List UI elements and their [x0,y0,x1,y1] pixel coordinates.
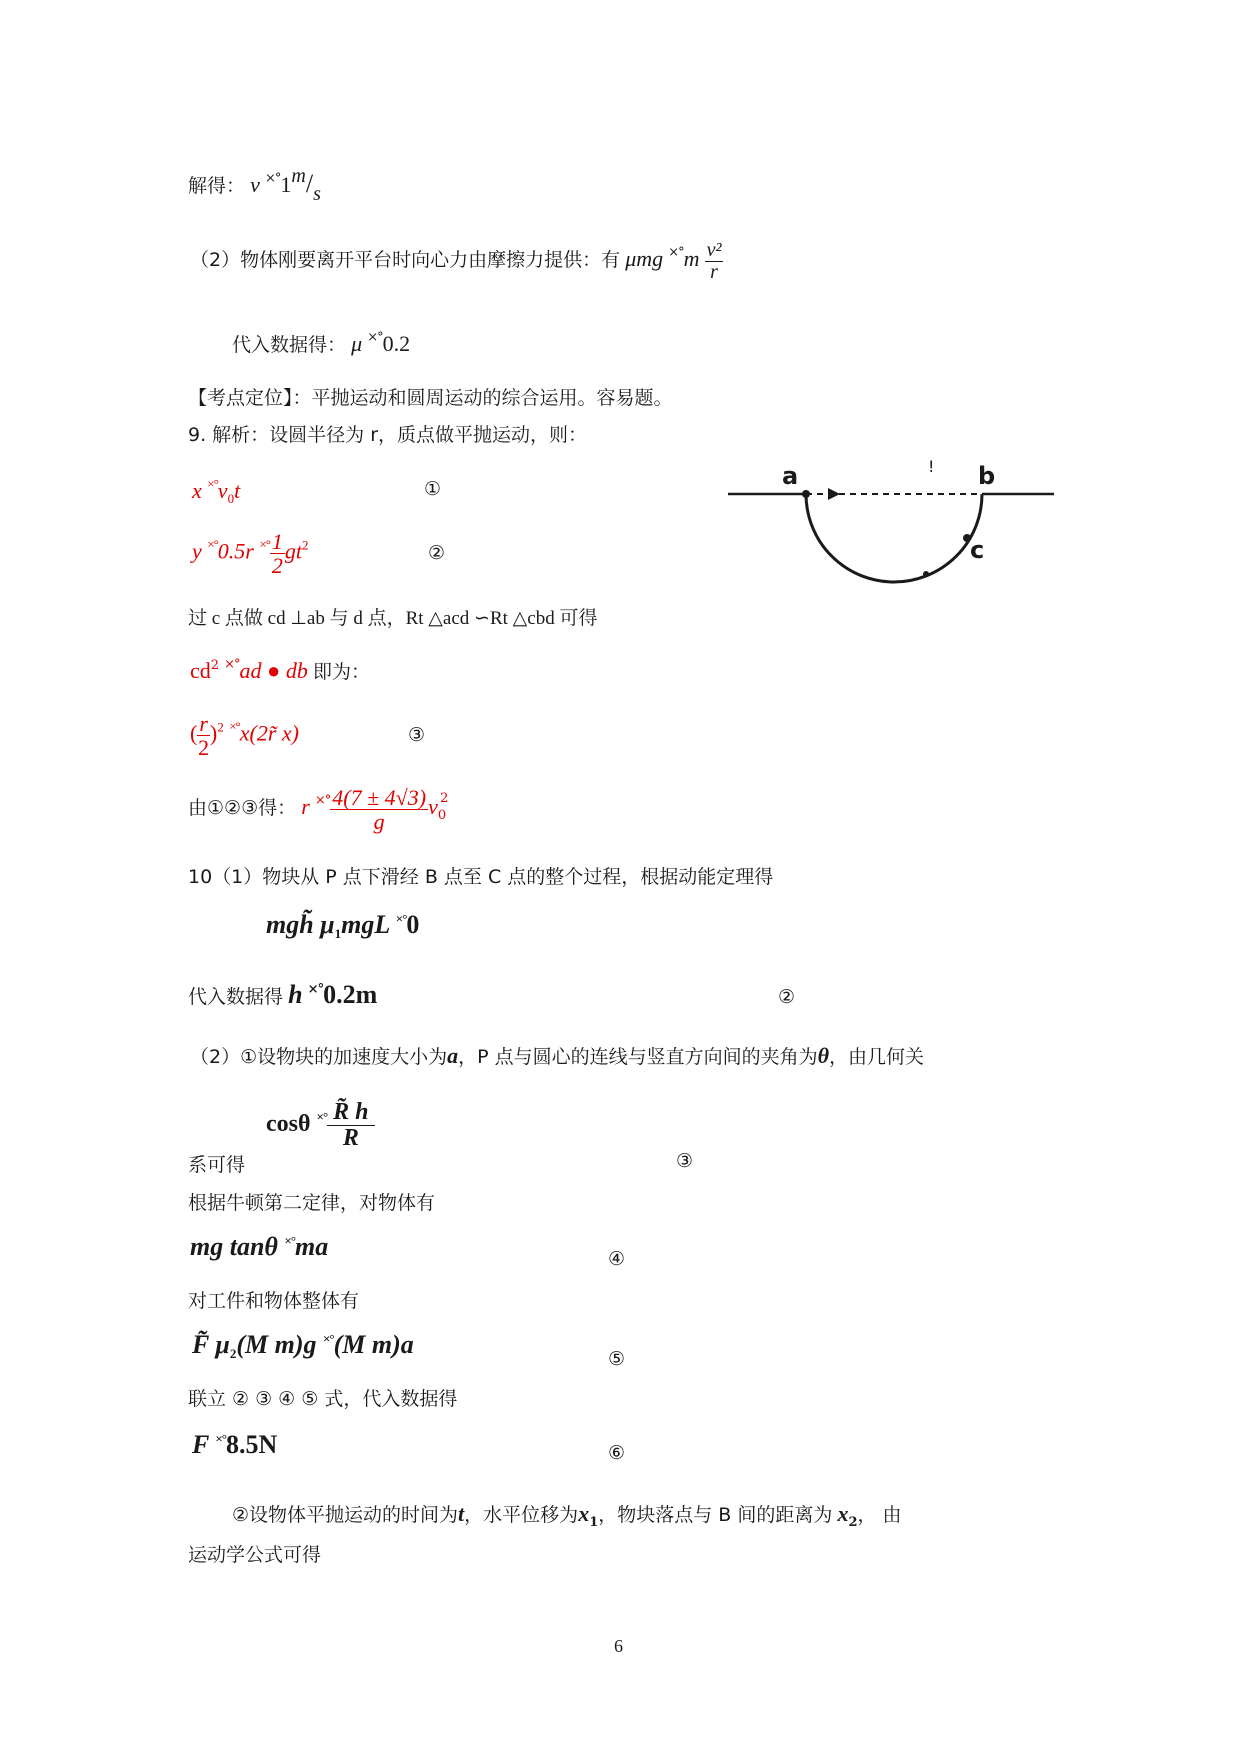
tag-circled-5: ⑤ [608,1348,626,1370]
denominator: g [373,809,385,835]
var-a: a [447,1043,459,1068]
rhs: 0 [406,910,420,939]
equation-force [192,1430,277,1460]
point-d [923,571,929,577]
numerator: v² [706,239,722,261]
construction-line: 过 c 点做 cd ⊥ab 与 d 点，Rt △acd ∽Rt △cbd 可得 [188,608,598,629]
subscript: 2 [229,1346,237,1361]
text: 代入数据得 [188,986,284,1008]
subscript: 1 [334,926,342,941]
equation-3 [190,712,299,759]
unit-num: m [291,165,306,187]
text: （2）①设物块的加速度大小为 [190,1046,448,1068]
equation-energy [266,910,419,942]
newton-text: 根据牛顿第二定律，对物体有 [188,1192,436,1214]
subscript: 0 [437,808,447,824]
lhs: cd [190,658,211,683]
knowledge-point: 【考点定位】：平抛运动和圆周运动的综合运用。容易题。 [188,387,673,409]
equals-glyph: ×° [215,1431,226,1446]
equation-system [192,1330,414,1362]
problem-10-part-1: 10（1）物块从 P 点下滑经 B 点至 C 点的整个过程，根据动能定理得 [188,866,774,888]
tag-circled-2: ② [778,986,796,1008]
lhs: x [192,478,202,503]
var-x2: x [837,1501,849,1526]
text: ，水平位移为 [464,1504,579,1526]
label-c: c [970,536,985,564]
whole-system-text: 对工件和物体整体有 [188,1290,360,1312]
rhs: (M m)a [333,1330,414,1359]
equals-glyph: ×° [207,476,218,491]
equals-glyph: ×° [323,1331,334,1346]
math-value: 1 [280,172,292,197]
gt: gt [284,538,303,564]
text: ，由几何关 [829,1046,925,1068]
equation-cos [266,1100,375,1151]
denominator: 2 [271,553,283,579]
denominator: r [710,261,718,283]
semicircle-arc [806,494,985,582]
paren-close: ) [209,720,218,746]
label-a: a [782,462,799,490]
problem-10-part-2 [190,1042,924,1069]
equals-glyph: ×° [264,171,281,186]
text: ，物块落点与 B 间的距离为 [598,1504,833,1526]
rhs: x(2r̃ x) [239,720,299,746]
lhs: r [301,794,310,820]
height-result [188,980,377,1010]
tag-circled-4: ④ [608,1248,626,1270]
paren-open: ( [190,720,198,746]
subscript: 2 [848,1515,858,1530]
top-mark: ! [928,457,935,476]
text: 即为： [312,661,370,683]
lhs: h [288,980,303,1009]
var-x1: x [578,1501,590,1526]
rhs: ma [295,1232,329,1261]
equals-glyph: ×° [395,911,407,926]
math-var: μ [351,331,363,356]
equals-glyph: ×° [307,982,324,997]
equals-glyph: ×° [229,718,240,734]
tag-circled-6: ⑥ [608,1442,626,1464]
result-line [188,786,448,833]
numerator: 4(7 ± 4√3) [332,785,427,810]
denominator: 2 [198,735,210,761]
equals-glyph: ×° [259,536,270,552]
rhs: v [217,478,228,503]
solution-line-3 [232,330,410,357]
equation-newton [190,1232,328,1262]
equation-1 [192,476,240,507]
equals-glyph: ×° [367,330,383,345]
lhs: F [192,1430,209,1459]
kinematics-text: 运动学公式可得 [188,1544,322,1566]
lhs: y [192,538,202,564]
tag-circled-3: ③ [676,1150,694,1172]
math-value: 0.2 [382,331,411,356]
var-t: t [458,1501,465,1526]
superscript: 2 [440,791,449,807]
lhs: mg tanθ [190,1232,278,1261]
equals-glyph: ×° [284,1233,296,1248]
text: ， 由 [857,1504,902,1526]
rhs: 0.2m [323,980,378,1009]
page-number: 6 [614,1636,623,1656]
fraction [197,712,210,759]
point-a [802,490,810,498]
var-theta: θ [817,1043,830,1068]
equals-glyph: ×° [314,793,331,809]
problem-9-intro: 9. 解析：设圆半径为 r，质点做平抛运动，则： [188,424,588,446]
tag-1: ① [424,478,442,500]
lhs: cosθ [266,1111,311,1138]
text: ，P 点与圆心的连线与竖直方向间的夹角为 [458,1046,818,1068]
lhs: F̃ μ [192,1330,230,1359]
equation-2 [192,530,309,577]
rhs-t: t [234,478,241,503]
fraction [327,1100,374,1151]
tag-3: ③ [408,724,426,746]
equals-glyph: ×° [224,657,240,672]
projectile-intro [232,1500,902,1530]
combine-text: 联立 ② ③ ④ ⑤ 式，代入数据得 [188,1388,458,1410]
solution-line-2 [190,240,723,283]
math-rhs: m [683,246,700,271]
semicircle-diagram [724,450,1064,600]
equals-glyph: ×° [316,1109,328,1125]
tag-2: ② [428,542,446,564]
subscript: 1 [589,1515,599,1530]
text: （2）物体刚要离开平台时向心力由摩擦力提供：有 [190,249,621,271]
v: v [428,794,438,820]
text: 解得： [188,175,246,197]
fraction [270,530,285,577]
rhs: ad ● db [239,658,308,683]
lhs-rest: mgL [341,910,390,939]
math-lhs: μmg [625,246,664,271]
subscript: 0 [227,491,235,506]
solution-line-1: 解得： v ×°1m/s [188,165,321,205]
numerator: 1 [271,529,283,554]
fraction [330,786,428,833]
text: ②设物体平抛运动的时间为 [232,1504,459,1526]
numerator: R̃ h [327,1100,374,1126]
denominator: R [342,1125,359,1152]
arrow-head [828,488,840,500]
superscript: 2 [217,719,224,735]
text: 由①②③得： [188,797,297,820]
unit-den: s [313,183,321,205]
equals-glyph: ×° [668,245,684,260]
rhs: 8.5N [225,1430,278,1459]
equation-similar [190,657,370,684]
lhs: mgh̃ μ [266,910,335,939]
fraction [705,240,724,283]
numerator: r [199,711,208,736]
equals-glyph: ×° [207,536,218,552]
label-b: b [978,462,996,490]
geometry-text: 系可得 [188,1154,246,1176]
math-var: v [250,172,260,197]
text: 代入数据得： [232,334,347,356]
lhs-rest: (M m)g [236,1330,317,1359]
mid: 0.5r [217,538,254,564]
superscript: 2 [302,537,309,553]
superscript: 2 [210,658,220,673]
